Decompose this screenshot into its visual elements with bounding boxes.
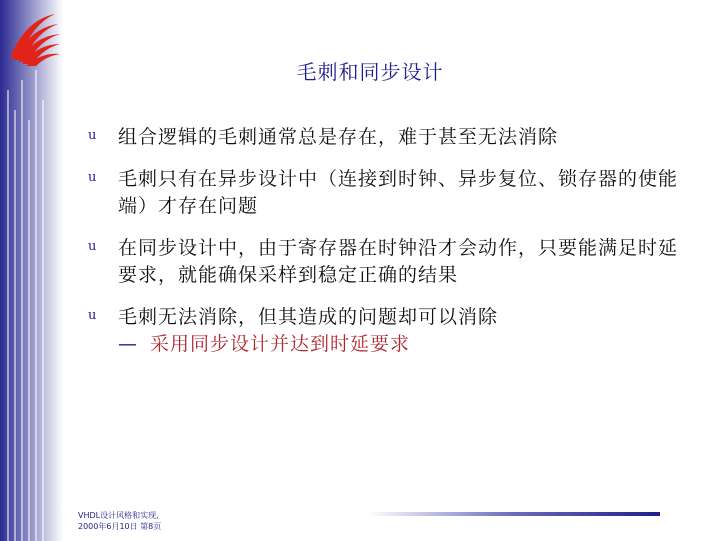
left-decorative-band: [0, 0, 63, 541]
footer-line: 2000年6月10日 第8页: [78, 522, 162, 531]
list-item: [88, 124, 688, 151]
bullet-marker: u: [88, 128, 97, 143]
footer-rule: [368, 512, 660, 516]
bullet-marker: u: [88, 170, 97, 185]
footer-line: VHDL设计风格和实现,: [78, 511, 159, 520]
bullet-text: 毛刺无法消除，但其造成的问题却可以消除: [118, 306, 499, 328]
sub-bullet: [118, 331, 688, 358]
bullet-text: 毛刺只有在异步设计中（连接到时钟、异步复位、锁存器的使能端）才存在问题: [118, 168, 679, 217]
footer: [78, 510, 161, 532]
slide-title: 毛刺和同步设计: [296, 60, 444, 84]
list-item: [88, 166, 688, 220]
sub-bullet-text: 采用同步设计并达到时延要求: [150, 333, 411, 355]
bullet-list: [88, 124, 688, 373]
dash-marker: —: [118, 333, 138, 355]
bullet-text: 在同步设计中，由于寄存器在时钟沿才会动作，只要能满足时延要求，就能确保采样到稳定正确的结果: [118, 237, 679, 286]
bullet-marker: u: [88, 239, 97, 254]
bullet-marker: u: [88, 308, 97, 323]
list-item: [88, 235, 688, 289]
bullet-text: 组合逻辑的毛刺通常总是存在，难于甚至无法消除: [118, 126, 559, 148]
list-item: [88, 304, 688, 358]
